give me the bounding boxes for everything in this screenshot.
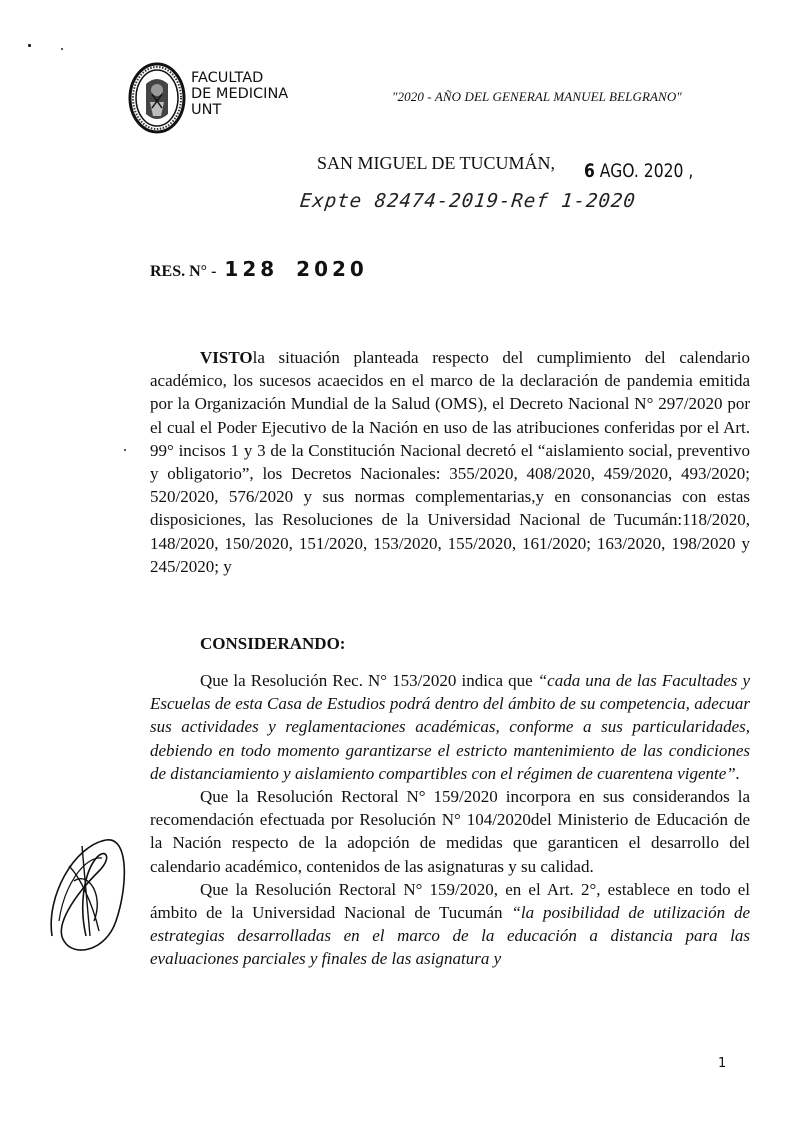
resolution-year: 2020 [296,257,368,281]
considerando-paragraph [150,878,750,971]
institution-line: UNT [191,102,222,118]
considerando-heading: CONSIDERANDO: [200,634,346,653]
visto-section [150,346,750,578]
signature-mark [44,826,134,956]
considerando-paragraph [150,669,750,785]
scan-speck [124,449,126,451]
visto-paragraph [150,346,750,578]
page-number: 1 [718,1056,727,1071]
resolution-label: RES. N° - [150,263,217,280]
handwritten-file-number: Expte 82474-2019-Ref 1-2020 [298,190,638,212]
scan-speck [61,48,63,50]
paragraph-text: Que la Resolución Rec. N° 153/2020 indica que [200,671,538,690]
date-stamp [584,160,693,182]
institution-line: DE MEDICINA [191,86,289,102]
paragraph-quote: “la posibilidad de utilización de estrategias desarrolladas en el marco de la educación a distancia para las evaluaciones parciales y finales de las asignatura y [150,903,750,969]
institution-line: FACULTAD [191,70,264,86]
year-motto: "2020 - AÑO DEL GENERAL MANUEL BELGRANO" [392,89,682,104]
paragraph-text: Que la Resolución Rectoral N° 159/2020, en el Art. 2°, establece en todo el ámbito de la Universidad Nacional de Tucumán [150,879,750,923]
dateline-city: SAN MIGUEL DE TUCUMÁN, [317,153,555,173]
university-seal-icon [128,62,186,134]
visto-heading: VISTO [200,348,253,367]
scan-speck [28,44,31,47]
considerando-section [150,669,750,971]
visto-text: la situación planteada respecto del cumplimiento del calendario académico, los sucesos acaecidos en el marco de la declaración de pandemia emitida por la Organización Mundial de la Salud (OMS), el Decreto Nacional N° 297/2020 por el cual el Poder Ejecutivo de la Nación en uso de las atribuciones conferidas por el Art. 99° incisos 1 y 3 de la Constitución Nacional decretó el “aislamiento social, preventivo y obligatorio”, los Decretos Nacionales: 355/2020, 408/2020, 459/2020, 493/2020; 520/2020, 576/2020 y sus normas complementarias,y en consonancias con estas disposiciones, las Resoluciones de la Universidad Nacional de Tucumán:118/2020, 148/2020, 150/2020, 151/2020, 153/2020, 155/2020, 161/2020; 163/2020, 198/2020 y 245/2020; y [150,348,750,576]
paragraph-text: Que la Resolución Rectoral N° 159/2020 incorpora en sus considerandos la recomendación efectuada por Resolución N° 104/2020del Ministerio de Educación de la Nación respecto de la adopción de medidas que garanticen el desarrollo del calendario académico, contenidos de las asignaturas y su calidad. [150,787,750,876]
institution-name [191,70,288,118]
paragraph-quote: “cada una de las Facultades y Escuelas de esta Casa de Estudios podrá dentro del ámbito de su competencia, adecuar sus actividades y reglamentaciones académicas, conforme a sus particularidades, debiendo en todo momento garantizarse el estricto mantenimiento de las condiciones de distanciamiento y aislamiento compartibles con el régimen de cuarentena vigente”. [150,671,750,783]
date-stamp-month-year: AGO. 2020 , [599,160,694,182]
resolution-number [150,257,368,281]
resolution-num: 128 [224,257,279,281]
considerando-paragraph [150,785,750,878]
date-stamp-day: 6 [584,160,595,182]
